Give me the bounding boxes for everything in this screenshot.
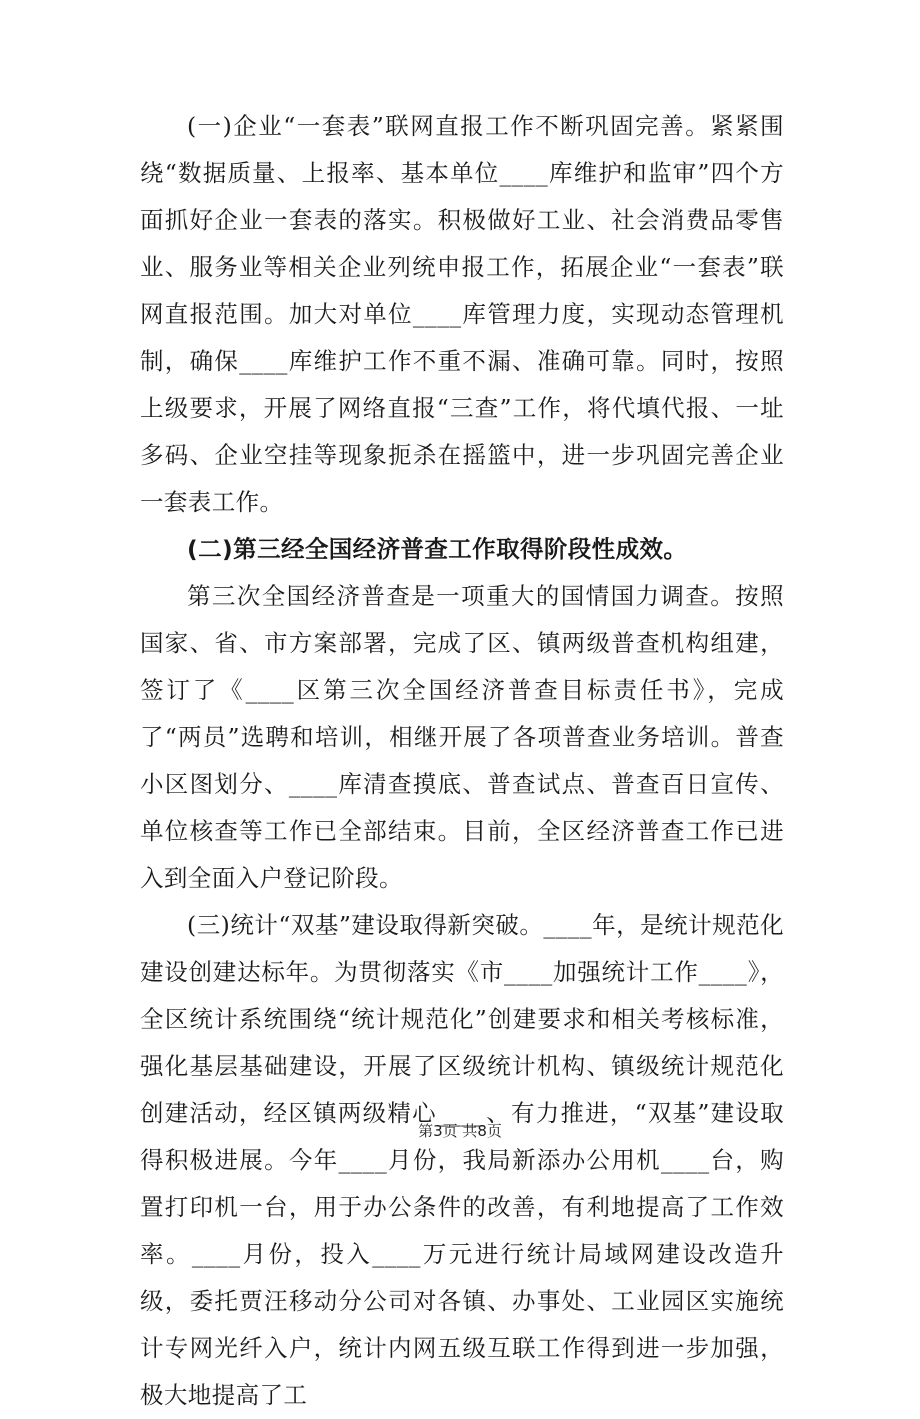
paragraph-enterprise-reporting: (一)企业“一套表”联网直报工作不断巩固完善。紧紧围绕“数据质量、上报率、基本单位____库维护和监审”四个方面抓好企业一套表的落实。积极做好工业、社会消费品零售业、服务业等相关企业列统申报工作，拓展企业“一套表”联网直报范围。加大对单位____库管理力度，实现动态管理机制，确保____库维护工作不重不漏、准确可靠。同时，按照上级要求，开展了网络直报“三查”工作，将代填代报、一址多码、企业空挂等现象扼杀在摇篮中，进一步巩固完善企业一套表工作。 <box>140 112 784 516</box>
page-number-footer: 第3页 共8页 <box>418 1122 502 1140</box>
paragraph-economic-census: 第三次全国经济普查是一项重大的国情国力调查。按照国家、省、市方案部署，完成了区、镇两级普查机构组建，签订了《____区第三次全国经济普查目标责任书》，完成了“两员”选聘和培训，相继开展了各项普查业务培训。普查小区图划分、____库清查摸底、普查试点、普查百日宣传、单位核查等工作已全部结束。目前，全区经济普查工作已进入到全面入户登记阶段。 <box>140 582 784 892</box>
document-body <box>140 103 784 1419</box>
paragraph-statistics-standardization: (三)统计“双基”建设取得新突破。____年，是统计规范化建设创建达标年。为贯彻落实《市____加强统计工作____》，全区统计系统围绕“统计规范化”创建要求和相关考核标准，强化基层基础建设，开展了区级统计机构、镇级统计规范化创建活动，经区镇两级精心____、有力推进，“双基”建设取得积极进展。今年____月份，我局新添办公用机____台，购置打印机一台，用于办公条件的改善，有利地提高了工作效率。____月份，投入____万元进行统计局域网建设改造升级，委托贾汪移动分公司对各镇、办事处、工业园区实施统计专网光纤入户，统计内网五级互联工作得到进一步加强，极大地提高了工 <box>140 911 784 1409</box>
section-heading-economic-census: (二)第三经全国经济普查工作取得阶段性成效。 <box>187 535 688 563</box>
